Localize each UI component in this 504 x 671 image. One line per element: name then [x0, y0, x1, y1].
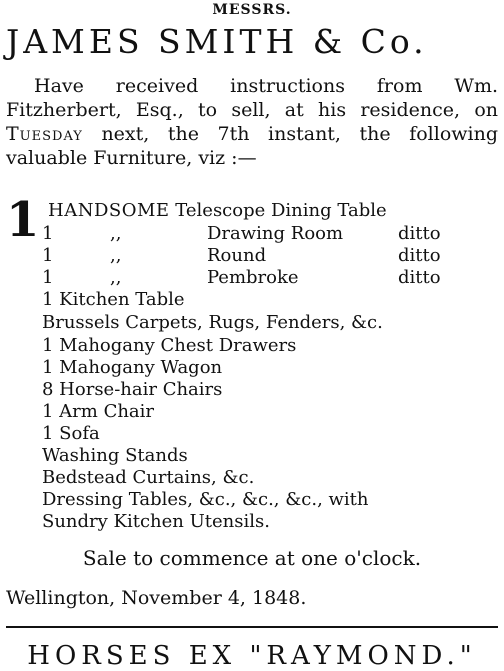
list-item: Brussels Carpets, Rugs, Fenders, &c. [42, 312, 383, 333]
list-item: Washing Stands [42, 445, 188, 466]
ditto-name: Round [207, 245, 267, 266]
list-item: 1 Mahogany Chest Drawers [42, 335, 297, 356]
next-advertisement-heading: HORSES EX "RAYMOND." [27, 641, 477, 671]
list-item: 1 Mahogany Wagon [42, 357, 223, 378]
first-item-rest: Telescope Dining Table [169, 200, 387, 221]
list-item: Dressing Tables, &c., &c., &c., with [42, 489, 369, 510]
ditto-qty: 1 [42, 245, 54, 266]
ditto-name: Drawing Room [207, 223, 344, 244]
list-item: 1 Arm Chair [42, 401, 155, 422]
ditto-mark: ,, [110, 267, 122, 288]
ditto-suffix: ditto [398, 267, 441, 288]
intro-text-part1: Have received instructions from Wm. Fitzherbert, Esq., to sell, at his residence, on [6, 75, 498, 121]
sale-time-notice: Sale to commence at one o'clock. [82, 546, 422, 570]
list-item: Bedstead Curtains, &c. [42, 467, 255, 488]
list-item: 8 Horse-hair Chairs [42, 379, 223, 400]
ditto-mark: ,, [110, 223, 122, 244]
firm-name: JAMES SMITH & Co. [6, 22, 428, 61]
intro-text-part2: next, the 7th instant, the following valuable Furniture, viz :— [6, 123, 498, 169]
list-item: 1 Kitchen Table [42, 289, 185, 310]
ditto-name: Pembroke [207, 267, 299, 288]
ditto-mark: ,, [110, 245, 122, 266]
ditto-qty: 1 [42, 223, 54, 244]
ditto-qty: 1 [42, 267, 54, 288]
first-item-caps: HANDSOME [48, 200, 170, 221]
list-item: Sundry Kitchen Utensils. [42, 511, 270, 532]
ditto-suffix: ditto [398, 223, 441, 244]
initial-numeral: 1 [6, 192, 40, 248]
section-divider [6, 626, 498, 628]
messrs-heading: MESSRS. [212, 2, 292, 18]
dateline: Wellington, November 4, 1848. [6, 587, 307, 609]
ditto-suffix: ditto [398, 245, 441, 266]
list-item: 1 Sofa [42, 423, 100, 444]
first-item [48, 200, 387, 221]
sale-day: Tuesday [6, 123, 83, 145]
intro-paragraph [6, 74, 498, 170]
